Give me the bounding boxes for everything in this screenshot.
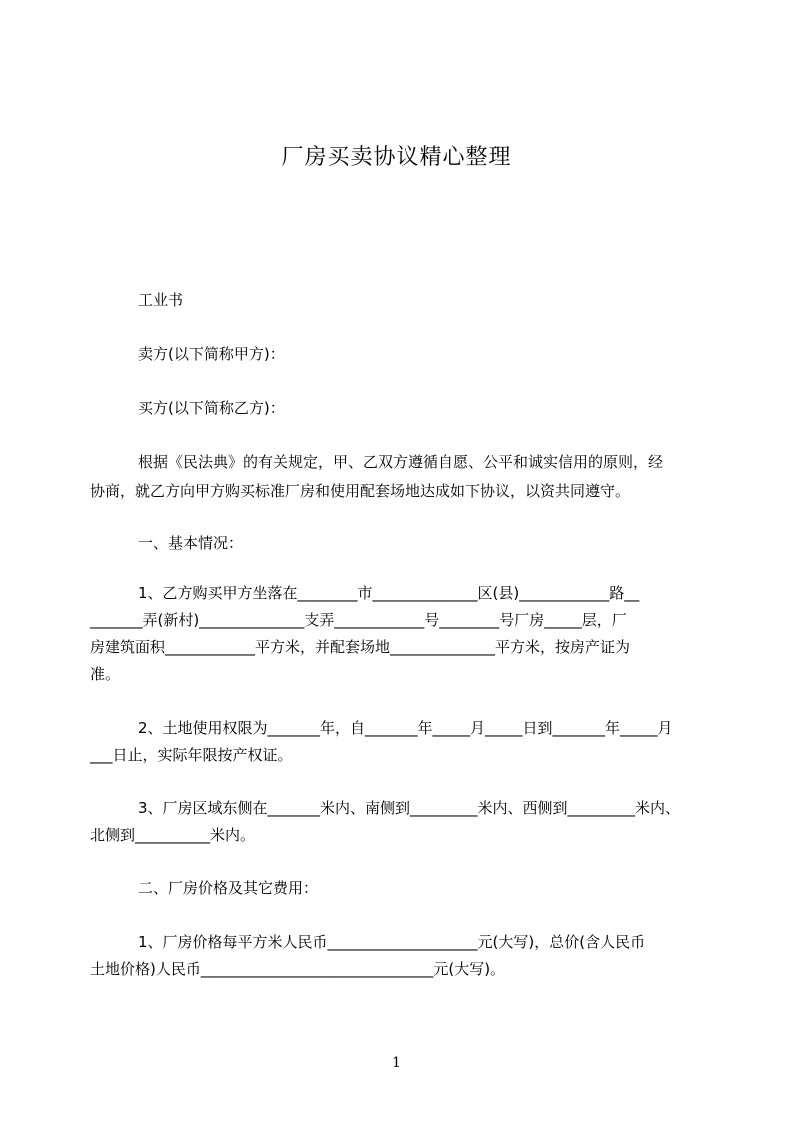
paragraph-line: 买方(以下简称乙方)： — [138, 399, 285, 417]
paragraph-line: 工业书 — [138, 291, 184, 309]
paragraph-line: 3、厂房区域东侧在_______米内、南侧到_________米内、西侧到_________米内、 — [138, 799, 681, 817]
paragraph-line: 协商，就乙方向甲方购买标准厂房和使用配套场地达成如下协议，以资共同遵守。 — [90, 482, 631, 500]
paragraph-line: 房建筑面积____________平方米，并配套场地______________平方米，按房产证为 — [90, 638, 631, 656]
paragraph-line: 卖方(以下简称甲方)： — [138, 345, 285, 363]
page-number: 1 — [392, 1055, 401, 1071]
paragraph-line: 准。 — [90, 665, 121, 683]
paragraph-line: 北侧到__________米内。 — [90, 826, 256, 844]
paragraph-line: 2、土地使用权限为_______年，自_______年_____月_____日到_______年_____月 — [138, 719, 673, 737]
paragraph-line: 1、乙方购买甲方坐落在________市______________区(县)____________路__ — [138, 584, 640, 602]
paragraph-line: ___日止，实际年限按产权证。 — [90, 746, 293, 764]
paragraph-line: 土地价格)人民币_______________________________元(大写)。 — [90, 960, 506, 978]
paragraph-line: 根据《民法典》的有关规定，甲、乙双方遵循自愿、公平和诚实信用的原则，经 — [138, 453, 664, 471]
paragraph-line: _______弄(新村)______________支弄____________号________号厂房_____层，厂 — [90, 611, 627, 629]
section-heading: 二、厂房价格及其它费用： — [138, 879, 319, 897]
section-heading: 一、基本情况： — [138, 534, 244, 552]
document-title: 厂房买卖协议精心整理 — [281, 145, 512, 170]
paragraph-line: 1、厂房价格每平方米人民币____________________元(大写)，总价(含人民币 — [138, 933, 646, 951]
